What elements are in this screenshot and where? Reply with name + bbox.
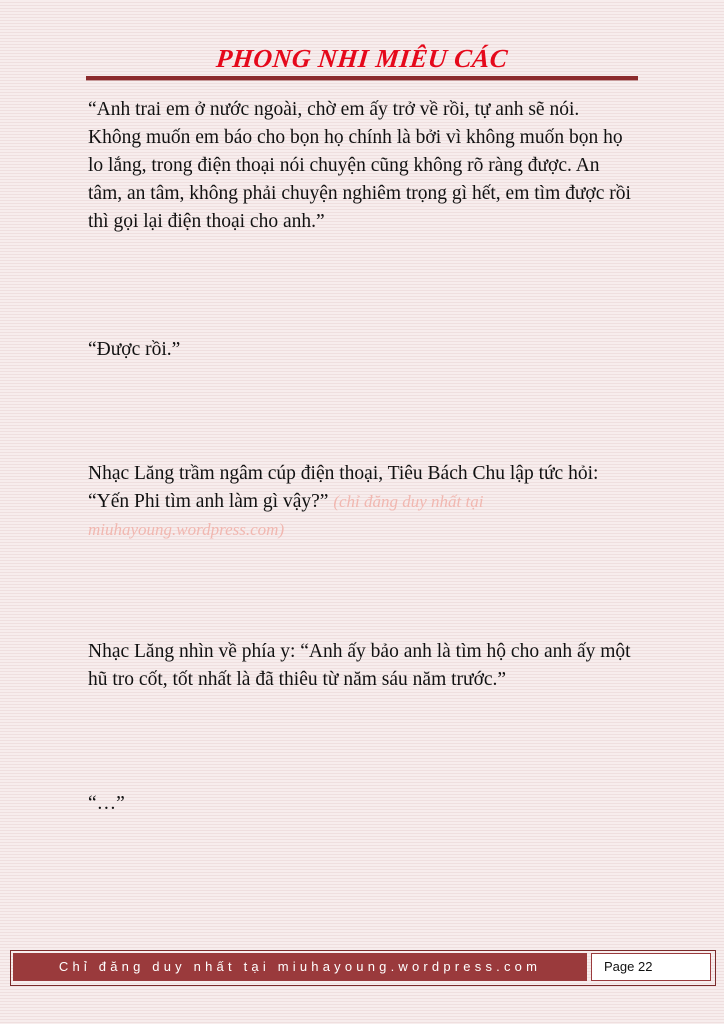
header-divider bbox=[86, 76, 638, 81]
paragraph-5: “…” bbox=[88, 793, 125, 814]
paragraph-2: “Được rồi.” bbox=[88, 339, 181, 360]
paragraph-3-text: Nhạc Lăng trầm ngâm cúp điện thoại, Tiêu Bách Chu lập tức hỏi: “Yến Phi tìm anh làm gì vậy?” bbox=[88, 463, 599, 512]
page-footer bbox=[10, 950, 716, 986]
page-number: Page 22 bbox=[591, 953, 711, 981]
header-title: PHONG NHI MIÊU CÁC bbox=[214, 44, 510, 73]
page-header bbox=[86, 42, 638, 82]
footer-credit: Chỉ đăng duy nhất tại miuhayoung.wordpress.com bbox=[13, 953, 587, 981]
paragraph-4: Nhạc Lăng nhìn về phía y: “Anh ấy bảo anh là tìm hộ cho anh ấy một hũ tro cốt, tốt nhất là đã thiêu từ năm sáu năm trước.” bbox=[88, 641, 631, 690]
paragraph-1: “Anh trai em ở nước ngoài, chờ em ấy trở về rồi, tự anh sẽ nói. Không muốn em báo cho bọn họ chính là bởi vì không muốn bọn họ lo lắng, trong điện thoại nói chuyện cũng không rõ ràng được. An tâm, an tâm, không phải chuyện nghiêm trọng gì hết, em tìm được rồi thì gọi lại điện thoại cho anh.” bbox=[88, 99, 631, 232]
watermark-text: (chỉ đăng duy nhất tại miuhayoung.wordpress.com) bbox=[88, 492, 484, 539]
paragraph-3 bbox=[88, 460, 636, 544]
